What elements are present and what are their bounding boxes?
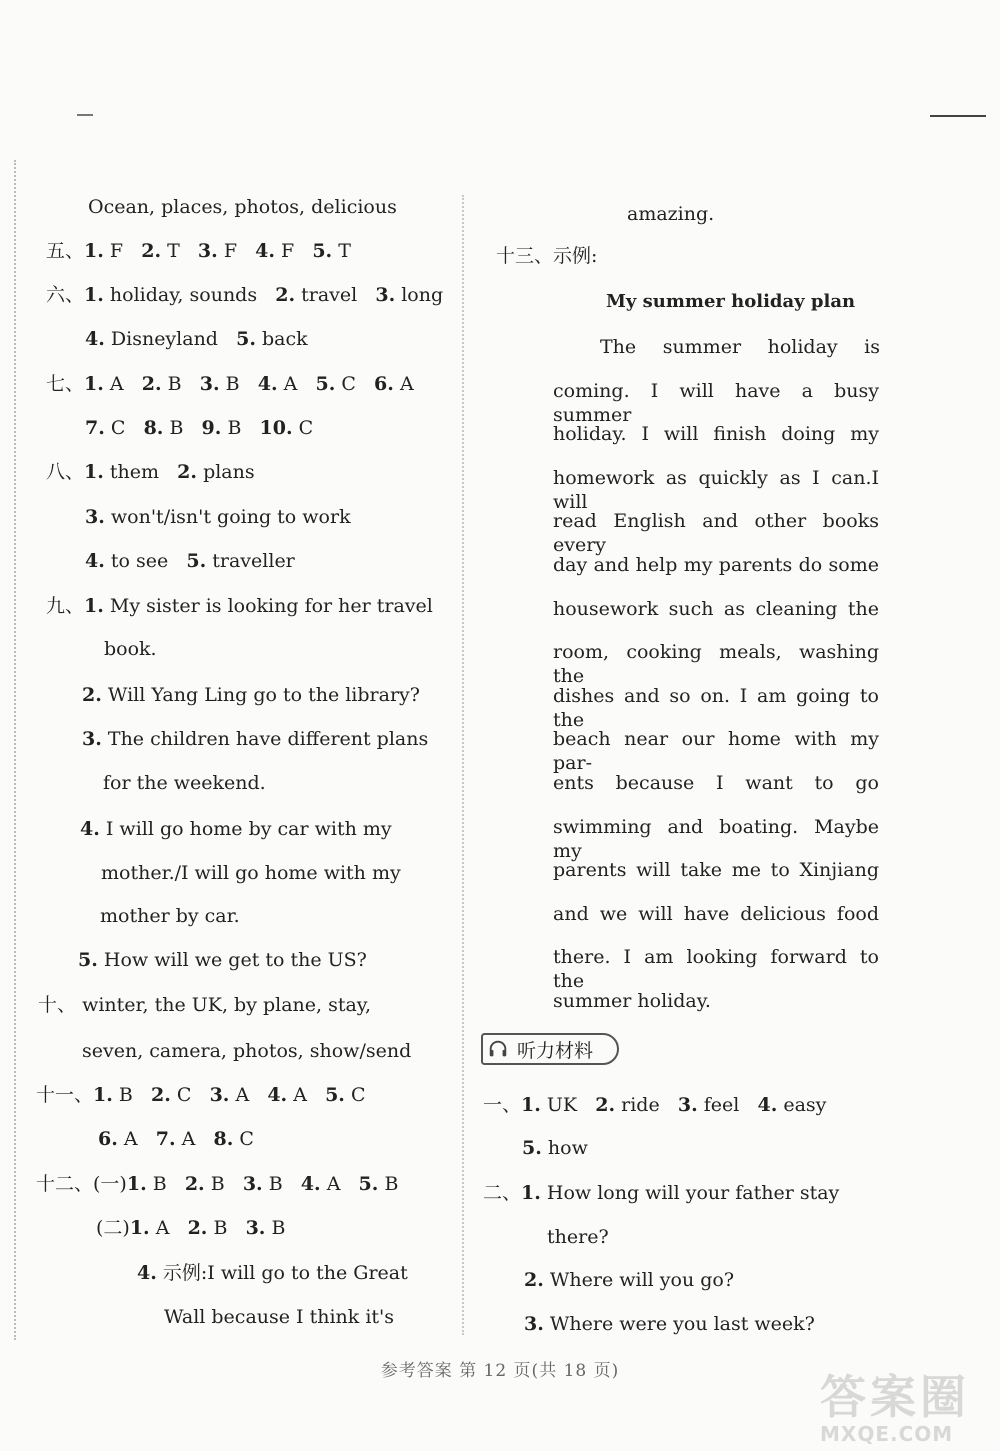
essay-line: housework such as cleaning the [553, 597, 879, 620]
essay-line: ents because I want to go [553, 772, 879, 794]
section-7-line2: 7. C 8. B 9. B 10. C [85, 417, 314, 439]
section-6-line1: 六、1. holiday, sounds 2. travel 3. long [46, 284, 444, 306]
essay-line: dishes and so on. I am going to the [553, 684, 879, 731]
top-mark [77, 114, 93, 116]
section-11-line2: 6. A 7. A 8. C [98, 1128, 254, 1150]
section-9-q4a: 4. I will go home by car with my [80, 818, 392, 840]
section-13-label: 十三、示例: [496, 245, 598, 267]
essay-line: beach near our home with my par- [553, 728, 879, 775]
section-9-q4b: mother./I will go home with my [101, 862, 401, 884]
essay-line: read English and other books every [553, 510, 879, 557]
watermark-small-text: MXQE.COM [820, 1422, 954, 1446]
section-11-line1: 十一、1. B 2. C 3. A 4. A 5. C [36, 1084, 366, 1106]
left-line-ocean: Ocean, places, photos, delicious [88, 196, 397, 218]
section-8-line1: 八、1. them 2. plans [46, 461, 255, 483]
section-8-line2: 3. won't/isn't going to work [85, 506, 351, 528]
watermark-big-text: 答案圈 [820, 1370, 970, 1424]
listening-2-q2: 2. Where will you go? [524, 1269, 735, 1291]
listening-2-q1b: there? [547, 1226, 609, 1248]
listening-1-line1: 一、1. UK 2. ride 3. feel 4. easy [483, 1094, 827, 1116]
watermark-logo [820, 1372, 990, 1448]
essay-line: parents will take me to Xinjiang [553, 859, 879, 882]
section-12-line1: 十二、(一)1. B 2. B 3. B 4. A 5. B [36, 1173, 399, 1195]
essay-line: coming. I will have a busy summer [553, 379, 879, 426]
badge-label: 听力材料 [517, 1039, 594, 1062]
section-9-q3a: 3. The children have different plans [82, 728, 429, 750]
section-5: 五、1. F 2. T 3. F 4. F 5. T [46, 240, 351, 262]
headphones-icon [487, 1038, 509, 1060]
essay-line: swimming and boating. Maybe my [553, 815, 879, 862]
listening-material-badge [481, 1033, 619, 1065]
section-9-q4c: mother by car. [100, 905, 240, 927]
essay-line: The summer holiday is [600, 336, 880, 358]
column-divider [462, 195, 464, 1335]
section-9-q2: 2. Will Yang Ling go to the library? [82, 684, 420, 706]
essay-line: day and help my parents do some [553, 554, 879, 576]
essay-line: and we will have delicious food [553, 902, 879, 925]
binding-dots [14, 160, 16, 1340]
essay-line: homework as quickly as I can.I will [553, 466, 879, 513]
section-10-line2: seven, camera, photos, show/send [82, 1040, 412, 1062]
listening-2-q3: 3. Where were you last week? [524, 1313, 815, 1335]
section-10-line1: 十、 winter, the UK, by plane, stay, [38, 994, 372, 1016]
right-amazing: amazing. [627, 203, 715, 225]
section-9-q5: 5. How will we get to the US? [78, 949, 367, 971]
listening-2-q1a: 二、1. How long will your father stay [483, 1182, 840, 1204]
top-rule [930, 115, 986, 117]
section-6-line2: 4. Disneyland 5. back [85, 328, 308, 350]
section-7-line1: 七、1. A 2. B 3. B 4. A 5. C 6. A [46, 373, 414, 395]
section-12-q4b: Wall because I think it's [164, 1306, 395, 1328]
section-9-q1a: 九、1. My sister is looking for her travel [46, 595, 433, 617]
section-9-q1b: book. [104, 638, 157, 660]
section-12-line2: (二)1. A 2. B 3. B [96, 1217, 286, 1239]
essay-title: My summer holiday plan [606, 291, 856, 312]
section-12-q4a: 4. 示例:I will go to the Great [137, 1262, 408, 1284]
essay-line: there. I am looking forward to the [553, 946, 879, 993]
section-8-line3: 4. to see 5. traveller [85, 550, 295, 572]
essay-line: room, cooking meals, washing the [553, 641, 879, 688]
essay-line: summer holiday. [553, 990, 711, 1012]
listening-1-line2: 5. how [522, 1137, 588, 1159]
section-9-q3b: for the weekend. [103, 772, 266, 794]
page-footer: 参考答案 第 12 页(共 18 页) [380, 1361, 620, 1381]
essay-line: holiday. I will finish doing my [553, 423, 879, 446]
